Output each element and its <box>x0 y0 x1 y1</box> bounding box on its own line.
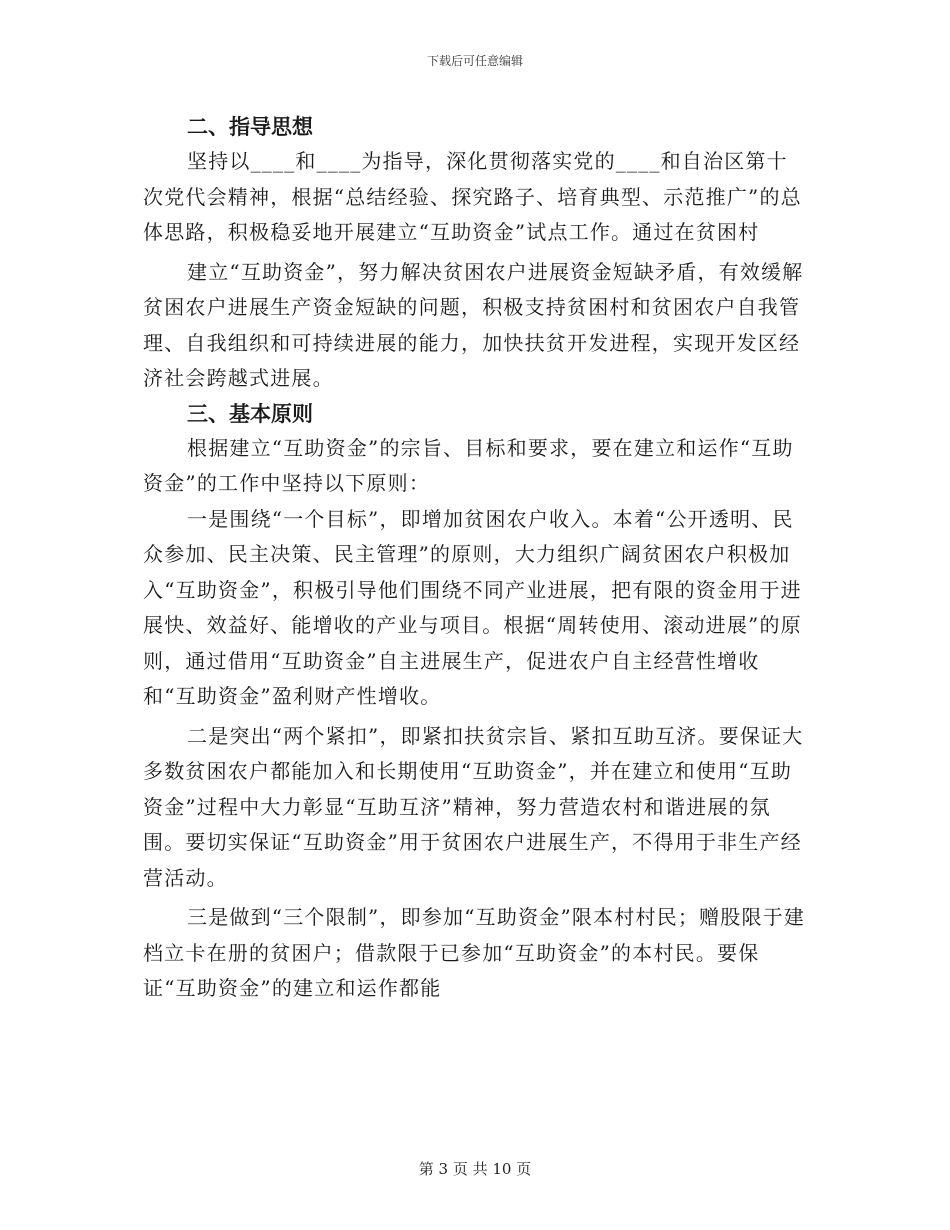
paragraph: 建立“互助资金”，努力解决贫困农户进展资金短缺矛盾，有效缓解贫困农户进展生产资金短缺的问题，积极支持贫困村和贫困农户自我管理、自我组织和可持续进展的能力，加快扶贫开发进程，实现开发区经济社会跨越式进展。 <box>143 259 804 390</box>
paragraph: 根据建立“互助资金”的宗旨、目标和要求，要在建立和运作“互助资金”的工作中坚持以下原则： <box>143 435 794 495</box>
document-body <box>143 110 808 1007</box>
section-heading-guiding-thought: 二、指导思想 <box>187 115 313 139</box>
paragraph: 三是做到“三个限制”，即参加“互助资金”限本村村民；赠股限于建档立卡在册的贫困户；借款限于已参加“互助资金”的本村民。要保证“互助资金”的建立和运作都能 <box>143 905 806 1000</box>
page-number: 第 3 页 共 10 页 <box>418 1160 532 1178</box>
paragraph: 一是围绕“一个目标”，即增加贫困农户收入。本着“公开透明、民众参加、民主决策、民主管理”的原则，大力组织广阔贫困农户积极加入“互助资金”，积极引导他们围绕不同产业进展，把有限的资金用于进展快、效益好、能增收的产业与项目。根据“周转使用、滚动进展”的原则，通过借用“互助资金”自主进展生产，促进农户自主经营性增收和“互助资金”盈利财产性增收。 <box>143 506 802 708</box>
paragraph: 坚持以____和____为指导，深化贯彻落实党的____和自治区第十次党代会精神，根据“总结经验、探究路子、培育典型、示范推广”的总体思路，积极稳妥地开展建立“互助资金”试点工作。通过在贫困村 <box>143 149 802 244</box>
paragraph: 二是突出“两个紧扣”，即紧扣扶贫宗旨、紧扣互助互济。要保证大多数贫困农户都能加入和长期使用“互助资金”，并在建立和使用“互助资金”过程中大力彰显“互助互济”精神，努力营造农村和谐进展的氛围。要切实保证“互助资金”用于贫困农户进展生产，不得用于非生产经营活动。 <box>143 723 804 890</box>
page-header-note: 下载后可任意编辑 <box>426 54 523 68</box>
section-heading-basic-principles: 三、基本原则 <box>187 401 313 426</box>
